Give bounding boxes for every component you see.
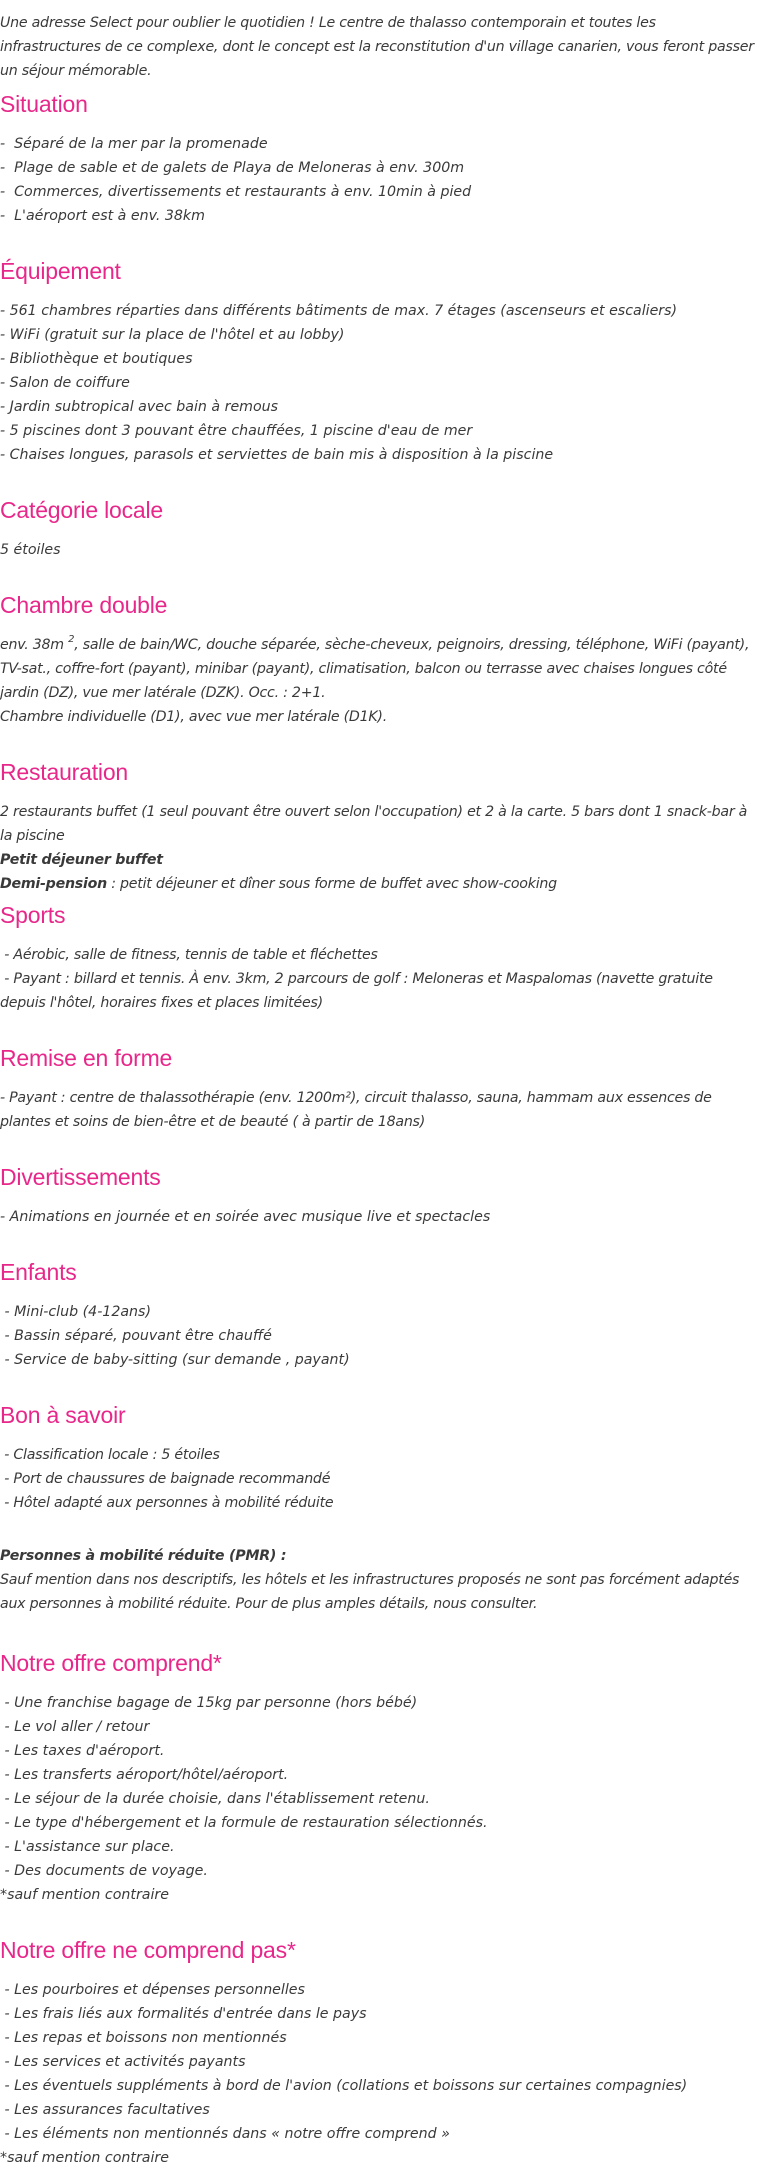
list-item: - Port de chaussures de baignade recommandé <box>0 1471 331 1487</box>
pmr-block <box>0 1544 758 1616</box>
remise-text: - Payant : centre de thalassothérapie (env. 1200m²), circuit thalasso, sauna, hammam aux essences de plantes et soins de bien-être et de beauté ( à partir de 18ans) <box>0 1090 712 1130</box>
section-title-sports: Sports <box>0 902 66 928</box>
list-item: - 5 piscines dont 3 pouvant être chauffées, 1 piscine d'eau de mer <box>0 423 473 439</box>
intro-text: Une adresse Select pour oublier le quotidien ! Le centre de thalasso contemporain et toutes les infrastructures de ce complexe, dont le concept est la reconstitution d'un village canarien, vous feront passer un séjour mémorable. <box>0 15 754 79</box>
chambre-individuelle: Chambre individuelle (D1), avec vue mer latérale (D1K). <box>0 709 387 725</box>
petit-dejeuner-label: Petit déjeuner buffet <box>0 852 163 868</box>
bon-a-savoir-list <box>0 1443 758 1515</box>
list-item: - Les services et activités payants <box>0 2054 246 2070</box>
section-title-bon-a-savoir: Bon à savoir <box>0 1402 126 1428</box>
list-item: - Service de baby-sitting (sur demande , payant) <box>0 1352 350 1368</box>
section-sports <box>0 900 758 1015</box>
list-item: - Le séjour de la durée choisie, dans l'établissement retenu. <box>0 1791 430 1807</box>
chambre-area-sup: 2 <box>68 634 75 645</box>
intro-paragraph <box>0 11 758 83</box>
section-enfants <box>0 1257 758 1372</box>
enfants-list <box>0 1300 758 1372</box>
offre-comprend-list <box>0 1691 758 1907</box>
equipement-list <box>0 299 758 467</box>
list-item: - L'assistance sur place. <box>0 1839 175 1855</box>
section-divertissements <box>0 1162 758 1229</box>
demi-pension-label: Demi-pension <box>0 876 107 892</box>
footnote: *sauf mention contraire <box>0 1887 169 1903</box>
section-title-chambre: Chambre double <box>0 592 168 618</box>
section-categorie <box>0 495 758 562</box>
list-item: - Le type d'hébergement et la formule de restauration sélectionnés. <box>0 1815 488 1831</box>
list-item: - Séparé de la mer par la promenade <box>0 136 268 152</box>
section-title-categorie: Catégorie locale <box>0 497 164 523</box>
section-title-offre-comprend: Notre offre comprend* <box>0 1650 222 1676</box>
section-title-divertissements: Divertissements <box>0 1164 161 1190</box>
section-title-enfants: Enfants <box>0 1259 77 1285</box>
footnote: *sauf mention contraire <box>0 2150 169 2166</box>
section-title-restauration: Restauration <box>0 759 129 785</box>
section-bon-a-savoir <box>0 1400 758 1515</box>
section-title-offre-ne-comprend-pas: Notre offre ne comprend pas* <box>0 1937 296 1963</box>
list-item: - Bassin séparé, pouvant être chauffé <box>0 1328 272 1344</box>
restauration-body <box>0 800 758 896</box>
list-item: - Les éventuels suppléments à bord de l'avion (collations et boissons sur certaines compagnies) <box>0 2078 688 2094</box>
offre-ne-comprend-pas-list <box>0 1978 758 2170</box>
section-title-equipement: Équipement <box>0 258 121 284</box>
section-situation <box>0 89 758 228</box>
list-item: - Salon de coiffure <box>0 375 130 391</box>
list-item: - Classification locale : 5 étoiles <box>0 1447 220 1463</box>
list-item: - 561 chambres réparties dans différents bâtiments de max. 7 étages (ascenseurs et escaliers) <box>0 303 678 319</box>
list-item: - Les pourboires et dépenses personnelles <box>0 1982 305 1998</box>
list-item: - Commerces, divertissements et restaurants à env. 10min à pied <box>0 184 472 200</box>
section-chambre <box>0 590 758 729</box>
pmr-label: Personnes à mobilité réduite (PMR) : <box>0 1548 287 1564</box>
list-item: - Payant : billard et tennis. À env. 3km, 2 parcours de golf : Meloneras et Maspalomas (navette gratuite depuis l'hôtel, horaires fixes et places limitées) <box>0 971 718 1011</box>
list-item: - L'aéroport est à env. 38km <box>0 208 205 224</box>
chambre-area: env. 38m <box>0 637 69 653</box>
list-item: - Le vol aller / retour <box>0 1719 150 1735</box>
section-restauration <box>0 757 758 896</box>
pmr-text: Sauf mention dans nos descriptifs, les hôtels et les infrastructures proposés ne sont pas forcément adaptés aux personnes à mobilité réduite. Pour de plus amples détails, nous consulter. <box>0 1572 744 1612</box>
section-equipement <box>0 256 758 467</box>
categorie-text: 5 étoiles <box>0 542 61 558</box>
list-item: - Les frais liés aux formalités d'entrée dans le pays <box>0 2006 367 2022</box>
list-item: - Les éléments non mentionnés dans « notre offre comprend » <box>0 2126 450 2142</box>
chambre-description <box>0 633 758 729</box>
section-remise-en-forme <box>0 1043 758 1134</box>
list-item: - WiFi (gratuit sur la place de l'hôtel et au lobby) <box>0 327 345 343</box>
list-item: - Les repas et boissons non mentionnés <box>0 2030 287 2046</box>
list-item: - Les transferts aéroport/hôtel/aéroport. <box>0 1767 289 1783</box>
list-item: - Les assurances facultatives <box>0 2102 210 2118</box>
list-item: - Chaises longues, parasols et serviettes de bain mis à disposition à la piscine <box>0 447 554 463</box>
section-title-situation: Situation <box>0 91 88 117</box>
list-item: - Mini-club (4-12ans) <box>0 1304 151 1320</box>
sports-list <box>0 943 758 1015</box>
list-item: - Plage de sable et de galets de Playa de Meloneras à env. 300m <box>0 160 465 176</box>
section-offre-comprend <box>0 1648 758 1907</box>
situation-list <box>0 132 758 228</box>
section-offre-ne-comprend-pas <box>0 1935 758 2170</box>
chambre-details: , salle de bain/WC, douche séparée, sèche-cheveux, peignoirs, dressing, téléphone, WiFi (payant), TV-sat., coffre-fort (payant), minibar (payant), climatisation, balcon ou terrasse avec chaises longues côté jardin (DZ), vue mer latérale (DZK). Occ. : 2+1. <box>0 637 750 701</box>
list-item: - Des documents de voyage. <box>0 1863 208 1879</box>
list-item: - Bibliothèque et boutiques <box>0 351 193 367</box>
divertissements-text: - Animations en journée et en soirée avec musique live et spectacles <box>0 1209 491 1225</box>
list-item: - Jardin subtropical avec bain à remous <box>0 399 279 415</box>
demi-pension-line <box>0 872 758 896</box>
list-item: - Hôtel adapté aux personnes à mobilité réduite <box>0 1495 334 1511</box>
list-item: - Aérobic, salle de fitness, tennis de table et fléchettes <box>0 947 378 963</box>
list-item: - Une franchise bagage de 15kg par personne (hors bébé) <box>0 1695 418 1711</box>
list-item: - Les taxes d'aéroport. <box>0 1743 165 1759</box>
demi-pension-text: : petit déjeuner et dîner sous forme de buffet avec show-cooking <box>106 876 557 892</box>
restauration-text: 2 restaurants buffet (1 seul pouvant être ouvert selon l'occupation) et 2 à la carte. 5 bars dont 1 snack-bar à la piscine <box>0 804 752 844</box>
section-title-remise-en-forme: Remise en forme <box>0 1045 173 1071</box>
